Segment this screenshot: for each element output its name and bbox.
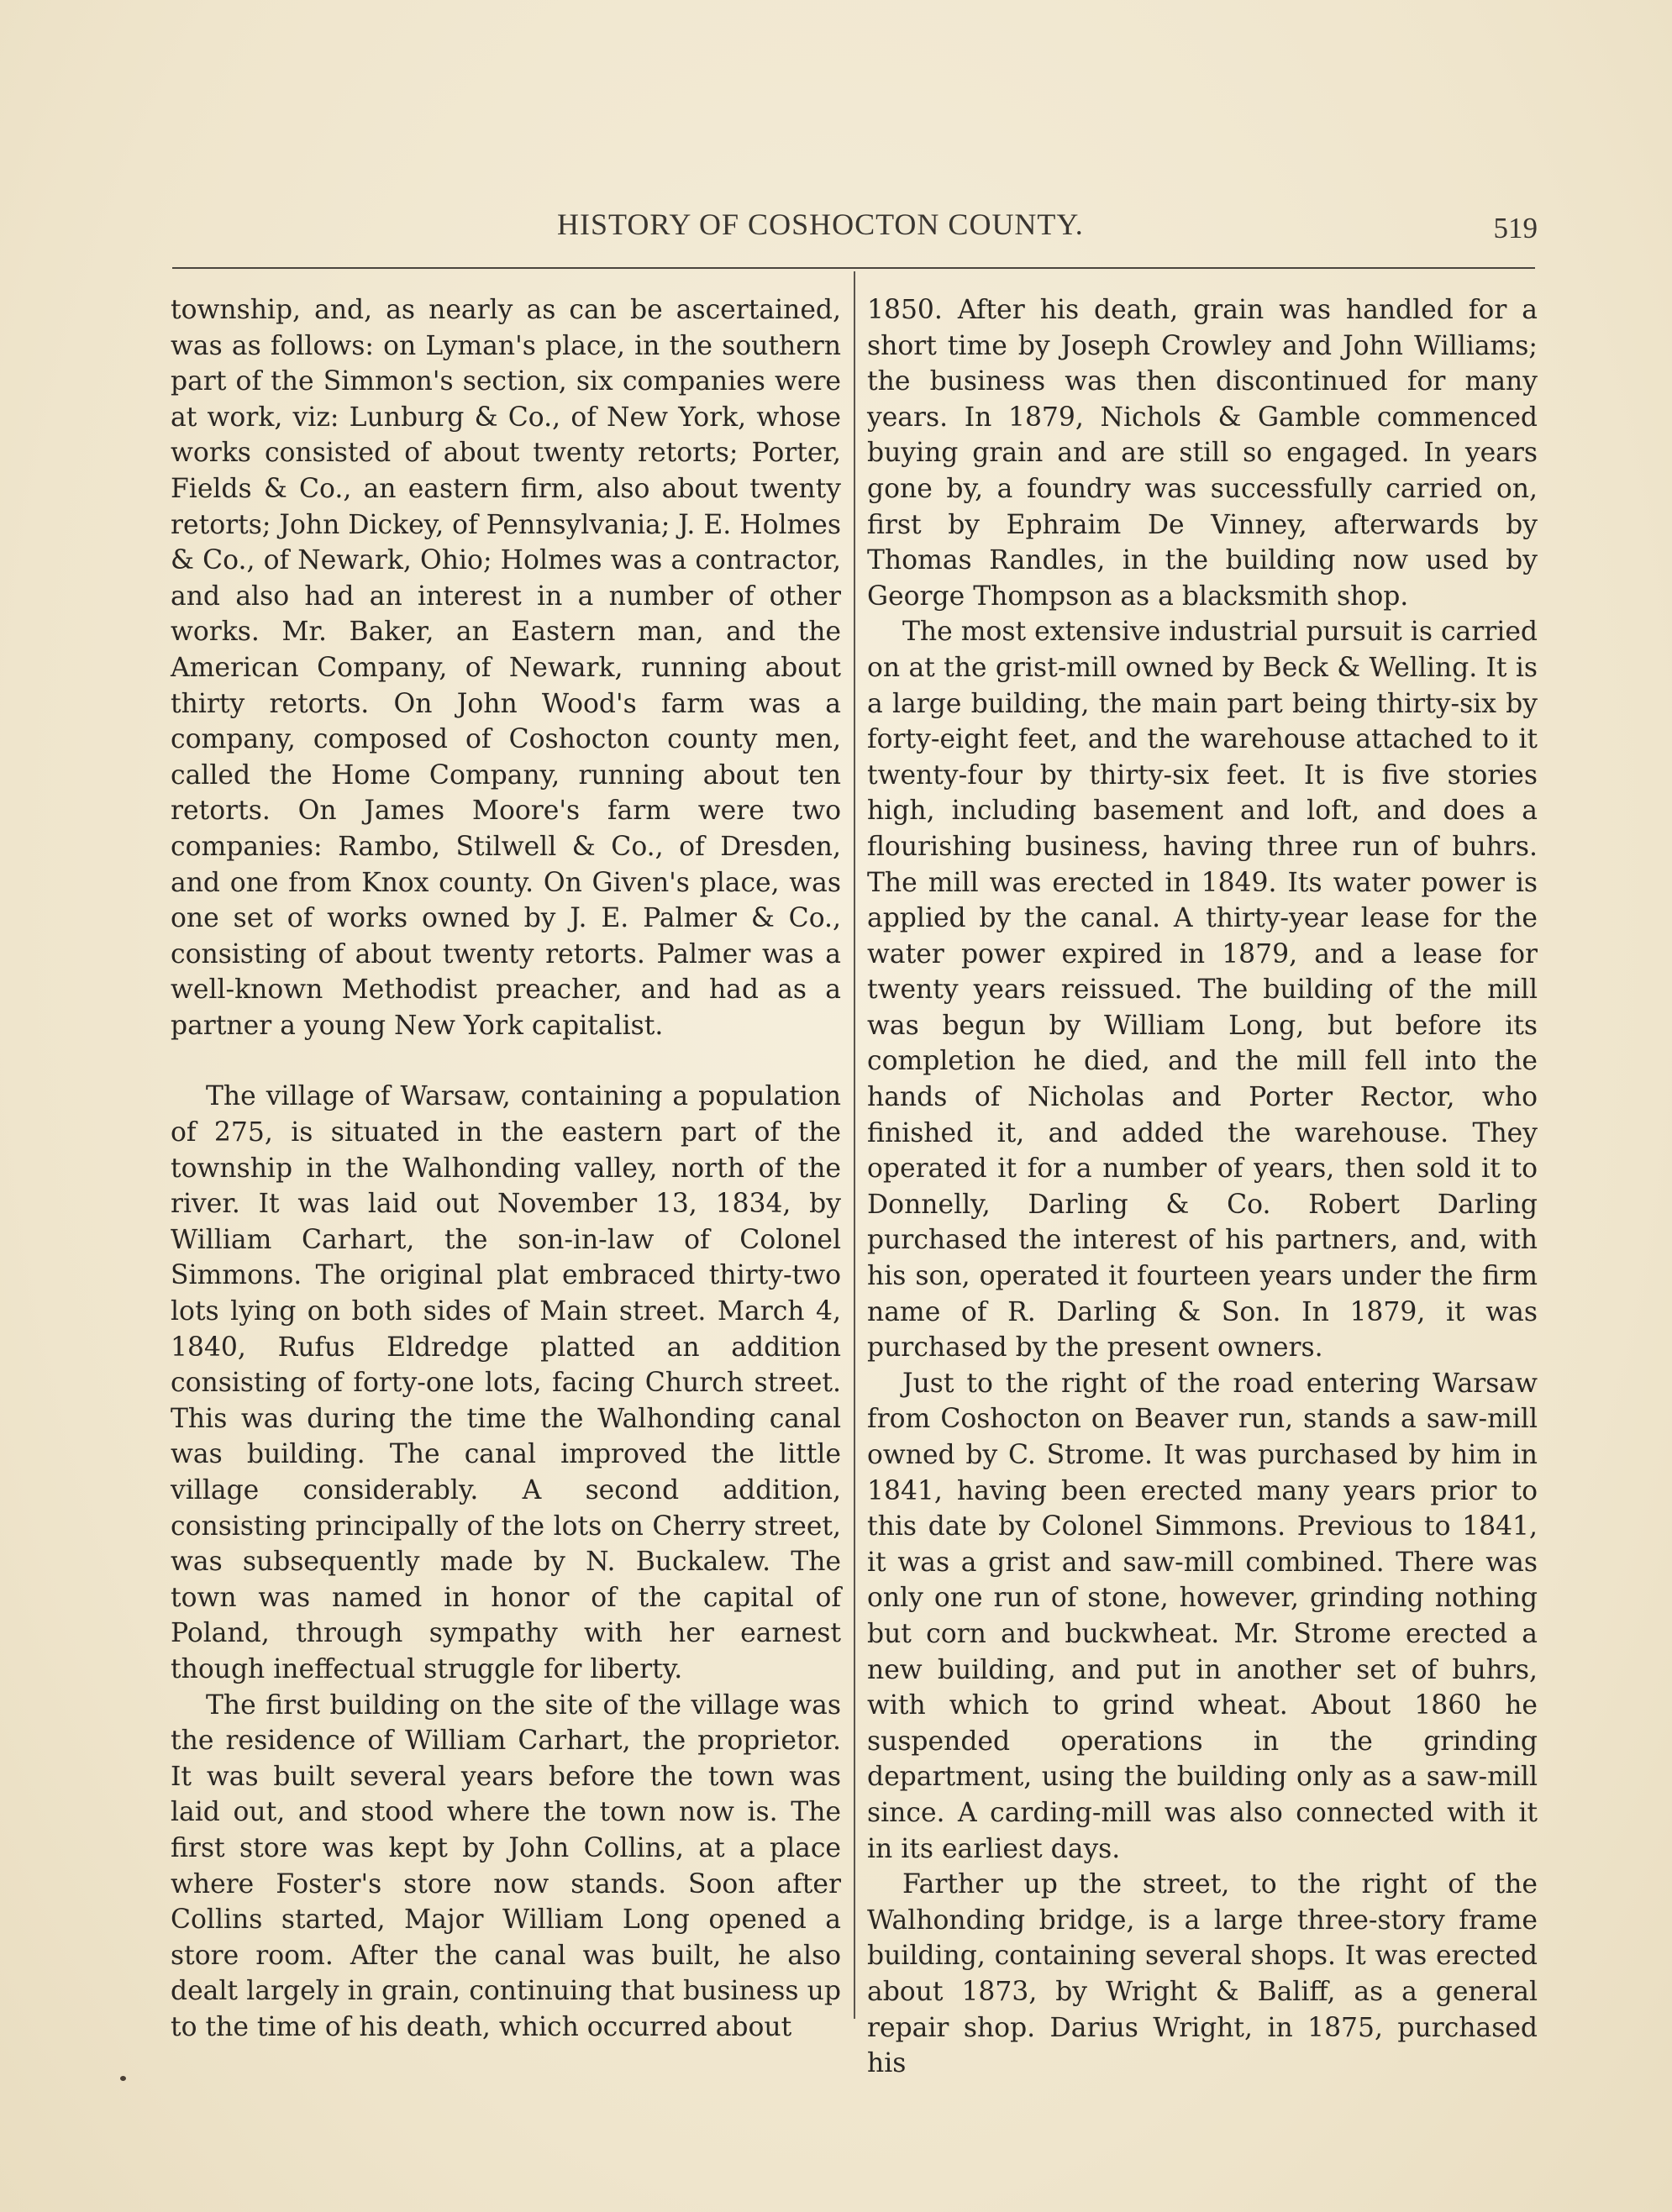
paragraph-saw-mill: Just to the right of the road entering Warsaw from Coshocton on Beaver run, stands a saw-mill owned by C. Strome. It was purchased by him in 1841, having been erected many years prior to this date by Colonel Simmons. Previous to 1841, it was a grist and saw-mill combined. There was only one run of stone, however, grinding nothing but corn and buckwheat. Mr. Strome erected a new building, and put in another set of buhrs, with which to grind wheat. About 1860 he suspended operations in the grinding department, using the building only as a saw-mill since. A carding-mill was also connected with it in its earliest days.: [867, 1368, 1538, 1864]
left-column: [171, 292, 841, 2046]
paragraph-grain-trade: 1850. After his death, grain was handled for a short time by Joseph Crowley and John Williams; the business was then discontinued for many years. In 1879, Nichols & Gamble commenced buying grain and are still so engaged. In years gone by, a foundry was successfully carried on, first by Ephraim De Vinney, afterwards by Thomas Randles, in the building now used by George Thompson as a blacksmith shop.: [867, 295, 1538, 612]
running-head-title: HISTORY OF COSHOCTON COUNTY.: [557, 208, 1084, 241]
paragraph-warsaw-village: The village of Warsaw, containing a population of 275, is situated in the eastern part of the township in the Walhonding valley, north of the river. It was laid out November 13, 1834, by William Carhart, the son-in-law of Colonel Simmons. The original plat embraced thirty-two lots lying on both sides of Main street. March 4, 1840, Rufus Eldredge platted an addition consisting of forty-one lots, facing Church street. This was during the time the Walhonding canal was building. The canal improved the little village considerably. A second addition, consisting principally of the lots on Cherry street, was subsequently made by N. Buckalew. The town was named in honor of the capital of Poland, through sympathy with her earnest though ineffectual struggle for liberty.: [171, 1081, 841, 1684]
paragraph-gas-works: township, and, as nearly as can be ascertained, was as follows: on Lyman's place, in the southern part of the Simmon's section, six companies were at work, viz: Lunburg & Co., of New York, whose works consisted of about twenty retorts; Porter, Fields & Co., an eastern firm, also about twenty retorts; John Dickey, of Pennsylvania; J. E. Holmes & Co., of Newark, Ohio; Holmes was a contractor, and also had an interest in a number of other works. Mr. Baker, an Eastern man, and the American Company, of Newark, running about thirty retorts. On John Wood's farm was a company, composed of Coshocton county men, called the Home Company, running about ten retorts. On James Moore's farm were two companies: Rambo, Stilwell & Co., of Dresden, and one from Knox county. On Given's place, was one set of works owned by J. E. Palmer & Co., consisting of about twenty retorts. Palmer was a well-known Methodist preacher, and had as a partner a young New York capitalist.: [171, 295, 841, 1041]
paragraph-first-building: The first building on the site of the village was the residence of William Carhart, the proprietor. It was built several years before the town was laid out, and stood where the town now is. The first store was kept by John Collins, at a place where Foster's store now stands. Soon after Collins started, Major William Long opened a store room. After the canal was built, he also dealt largely in grain, continuing that business up to the time of his death, which occurred about: [171, 1689, 841, 2042]
paragraph-grist-mill: The most extensive industrial pursuit is carried on at the grist-mill owned by Beck & Welling. It is a large building, the main part being thirty-six by forty-eight feet, and the warehouse attached to it twenty-four by thirty-six feet. It is five stories high, including basement and loft, and does a flourishing business, having three run of buhrs. The mill was erected in 1849. Its water power is applied by the canal. A thirty-year lease for the water power expired in 1879, and a lease for twenty years reissued. The building of the mill was begun by William Long, but before its completion he died, and the mill fell into the hands of Nicholas and Porter Rector, who finished it, and added the warehouse. They operated it for a number of years, then sold it to Donnelly, Darling & Co. Robert Darling purchased the interest of his partners, and, with his son, operated it fourteen years under the firm name of R. Darling & Son. In 1879, it was purchased by the present owners.: [867, 617, 1538, 1363]
header-rule: [172, 267, 1535, 269]
right-column: [867, 292, 1538, 2082]
paragraph-frame-building: Farther up the street, to the right of the Walhonding bridge, is a large three-story frame building, containing several shops. It was erected about 1873, by Wright & Baliff, as a general repair shop. Darius Wright, in 1875, purchased his: [867, 1869, 1538, 2079]
ink-speck: [120, 2076, 126, 2081]
running-header: [172, 207, 1538, 249]
column-divider: [854, 271, 855, 2019]
page-number: 519: [1493, 212, 1538, 244]
